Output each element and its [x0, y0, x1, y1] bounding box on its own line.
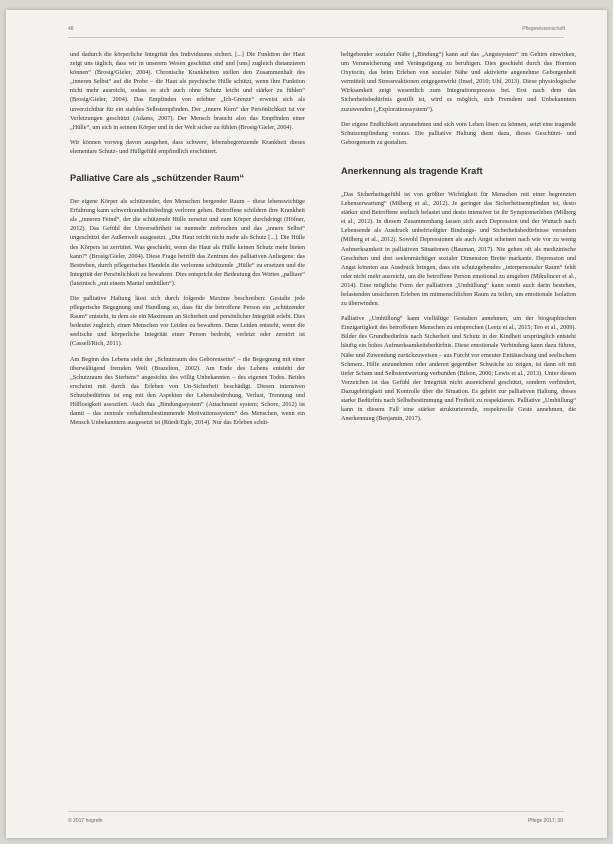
- paragraph: „Das Sicherheitsgefühl ist von größter Wichtigkeit für Menschen mit einer begrenzten Lebenserwartung“ (Milberg et al., 2012). Je geringer das Sicherheitsempfinden ist, desto stärker sind Betroffene seelisch belastet und desto intensiver ist ihr Symptomerleben (Milberg et al., 2012). In diesem Zusammenhang lassen sich auch Depression und der Wunsch nach Lebensende als Ausdruck unbefriedigter Bindungs- und Sicherheitsbedürfnisse verstehen (Milberg et al., 2012). Sowohl Depressionen als auch Angst scheinen nach wie vor zu wenig Aufmerksamkeit in palliativen Situationen (Bauman, 2017). Nie gehen oft als medizinische Geschehen und drei seelenmächtiger sozialer Dimension Breite markante. Depression und Angst könnten aus Ausdruck bringen, dass ein schutzgebendes „interpersonaler Raum“ fehlt oder nicht mehr ausreicht, um die betroffene Person emotional zu umgeben (Mikulincer et al., 2014). Eine mögliche Form der palliativen „Umhüllung“ kann somit auch darin bestehen, belastenden unsicheren Erleben im mitmenschlichen Raum zu teilen, um emotionale Isolation zu überwinden.: [341, 190, 576, 308]
- left-column: [70, 50, 305, 433]
- paragraph: Am Beginn des Lebens steht der „Schutzraum des Geborenseins“ – die Begegnung mit einer überwältigend fremden Welt (Brazelton, 2002). Am Ende des Lebens entsteht der „Schutzraum des Sterbens“ angesichts des völlig Unbekannten – des eigenen Todes. Beides erscheint mit durch das Erleben von Un-Sicherheit beschädigt. Diesen intensiven Schutzbedürfnis ist eng mit den Aspekten der Lebensbedrohung, Verlust, Trennung und Hilflosigkeit assoziiert. Auch das „Bindungssystem“ (Attachment system; Schore, 2012) ist damit – das zentrale verhaltensbestimmende Motivationssystem“ des Menschen, wenn ein Mensch Unbekanntem ausgesetzt ist (Rüedi/Egle, 2014). Nur das Erleben schüt-: [70, 355, 305, 427]
- paragraph: Die palliative Haltung lässt sich durch folgende Maxime beschreiben: Gestalte jede pflegerische Begegnung und Handlung so, dass für die betroffene Person ein „schützender Raum“ entsteht, in dem sie ein Maximum an Sicherheit und persönlicher Integrität erlebt. Dies bedeutet zugleich, einen Menschen vor Leiden zu bewahren. Denn Leiden entsteht, wenn die seelische und körperliche Integrität einer Person bedroht, verletzt oder zerstört ist (Cassell/Rich, 2011).: [70, 294, 305, 348]
- page-number: 48: [68, 26, 74, 32]
- paragraph: Wir können vorweg davon ausgehen, dass schwere, lebensbegrenzende Krankheit dieses elementare Schutz- und Hüllgefühl empfindlich erschüttert.: [70, 138, 305, 155]
- section-heading: Palliative Care als „schützender Raum“: [70, 173, 245, 184]
- running-header: Pflegewissenschaft: [522, 26, 565, 32]
- paragraph: und dadurch die körperliche Integrität des Individuums sichert. [...] Die Funktion der Haut zeigt uns täglich, dass wir in unserem Wesen geschützt sind und [uns] zugleich distanzieren können“ (Brosig/Gieler, 2004). Chronische Krankheiten stellen den Zusammenhalt des „inneren Selbst“ auf die Probe – die Haut als psychische Hülle schützt, wenn ihre Funktion nicht mehr ausreicht, sodass es sich auch ohne Schutz leicht und stärker zu fühlen“ (Brosig/Gieler, 2004). Das Empfinden von erlebter „Ich-Grenze“ erweist sich als unverzichtbar für ein stabiles Selbstempfinden. Der „innere Kern“ der Persönlichkeit ist vor Verletzungen geschützt (Adams, 2007). Der Mensch braucht also das Empfinden einer „Hülle“, um sich in seinem Körper und in der Welt sicher zu fühlen (Brosig/Gieler, 2004).: [70, 51, 305, 131]
- footer-rule: [68, 811, 564, 812]
- footer-copyright: © 2017 hogrefe: [68, 818, 103, 824]
- header-rule: [68, 37, 564, 38]
- document-page: [6, 10, 607, 838]
- paragraph: Palliative „Umhüllung“ kann vielfältige Gestalten annehmen, um der biographischen Einzigartigkeit des betroffenen Menschen zu entsprechen (Leetz et al., 2015; Teo et al., 2009). Bilder des Grundbedürfnis nach Sicherheit und Schutz in der Kindheit ursprünglich entsteht häufig ein hohes Aufmerksamkeitsbedürfnis. Diese emotionale Verbindung kann dazu führen, Nähe und Zuwendung zurückzuweisen – aus Furcht vor erneuter Enttäuschung und seelischem Schmerz. Hilfe anzunehmen oder anderen gegenüber Schwäche zu zeigen, ist dann oft mit tiefer Scham und Selbstentwertung verbunden (Bilson, 2006; Lewis et al., 2013). Unter diesen Vorzeichen ist das Gefühl der Integrität nicht ausreichend geschützt, sondern verhindert, Dazugehörigkeit und Kontrolle über die Situation. Es gehört zur palliativen Haltung, dieses starke Bedürfnis nach Selbstbestimmung und Freiheit zu respektieren. Palliative „Umhüllung“ kann in diesem Fall eine stärker strukturierende, respektvolle Geste annehmen, die Anerkennung (Benjamin, 2017).: [341, 315, 576, 423]
- right-column: [341, 50, 576, 429]
- footer-journal: Pflege 2017; 30: [527, 818, 563, 824]
- paragraph: Der eigene Endlichkeit anzunehmen und sich vom Leben lösen zu können, setzt eine tragende Schutzempfindung voraus. Die palliative Haltung dient dazu, dieses Geschützt- und Geborgensein zu gestalten.: [341, 120, 576, 146]
- section-heading: Anerkennung als tragende Kraft: [341, 165, 483, 176]
- paragraph: Der eigene Körper als schützender, den Menschen bergender Raum – diese lebenswichtige Erfahrung kann schwerkrankheitsbedingt verloren gehen. Betroffene schildern ihre Krankheit als „inneren Feind“, der die schützende Hülle zersetzt und zum Körper durchdringt (Höfner, 2012). Das Gefühl der Unversehrtheit ist nunmehr zerbrochen und das „innere Selbst“ ungeschützt der Außenwelt ausgesetzt. „Die Haut reicht nicht mehr als Schutz [...]. Die Hülle des Körpers ist zerrüttet. Was geschieht, wenn die Haut als Hülle keinen Schutz mehr bieten kann?“ (Brosig/Gieler, 2004). Diese Frage betrifft das Zentrum des palliativen Anliegens: das Bestreben, durch pflegerisches Handeln die verlorene schützende „Hülle“ zu ersetzen und die Integrität der Persönlichkeit zu bewahren. Dies entspricht der Bedeutung des Wortes „palliare“ (lateinisch „mit einem Mantel umhüllen“).: [70, 198, 305, 287]
- paragraph: heltgebender sozialer Nähe („Bindung“) kann auf das „Angstsystem“ im Gehirn einwirken, um Verunsicherung und Verängstigung zu beruhigen. Dies geschieht durch das Hormon Oxytocin, das beim Erleben von sozialer Nähe und aktivierte angenehme Geborgenheit vermittelt und Stressreaktionen entgegenwirkt (Insel, 2010; Uhl, 2013). Diese physiologische Wirksamkeit zeigt wesentlich zum Integrationsprozess bei. Erst nach dem das Sicherheitsbedürfnis gestillt ist, wird es möglich, sich Fremdem und Unbekanntem zuzuwenden („Explorationssystem“).: [341, 51, 576, 113]
